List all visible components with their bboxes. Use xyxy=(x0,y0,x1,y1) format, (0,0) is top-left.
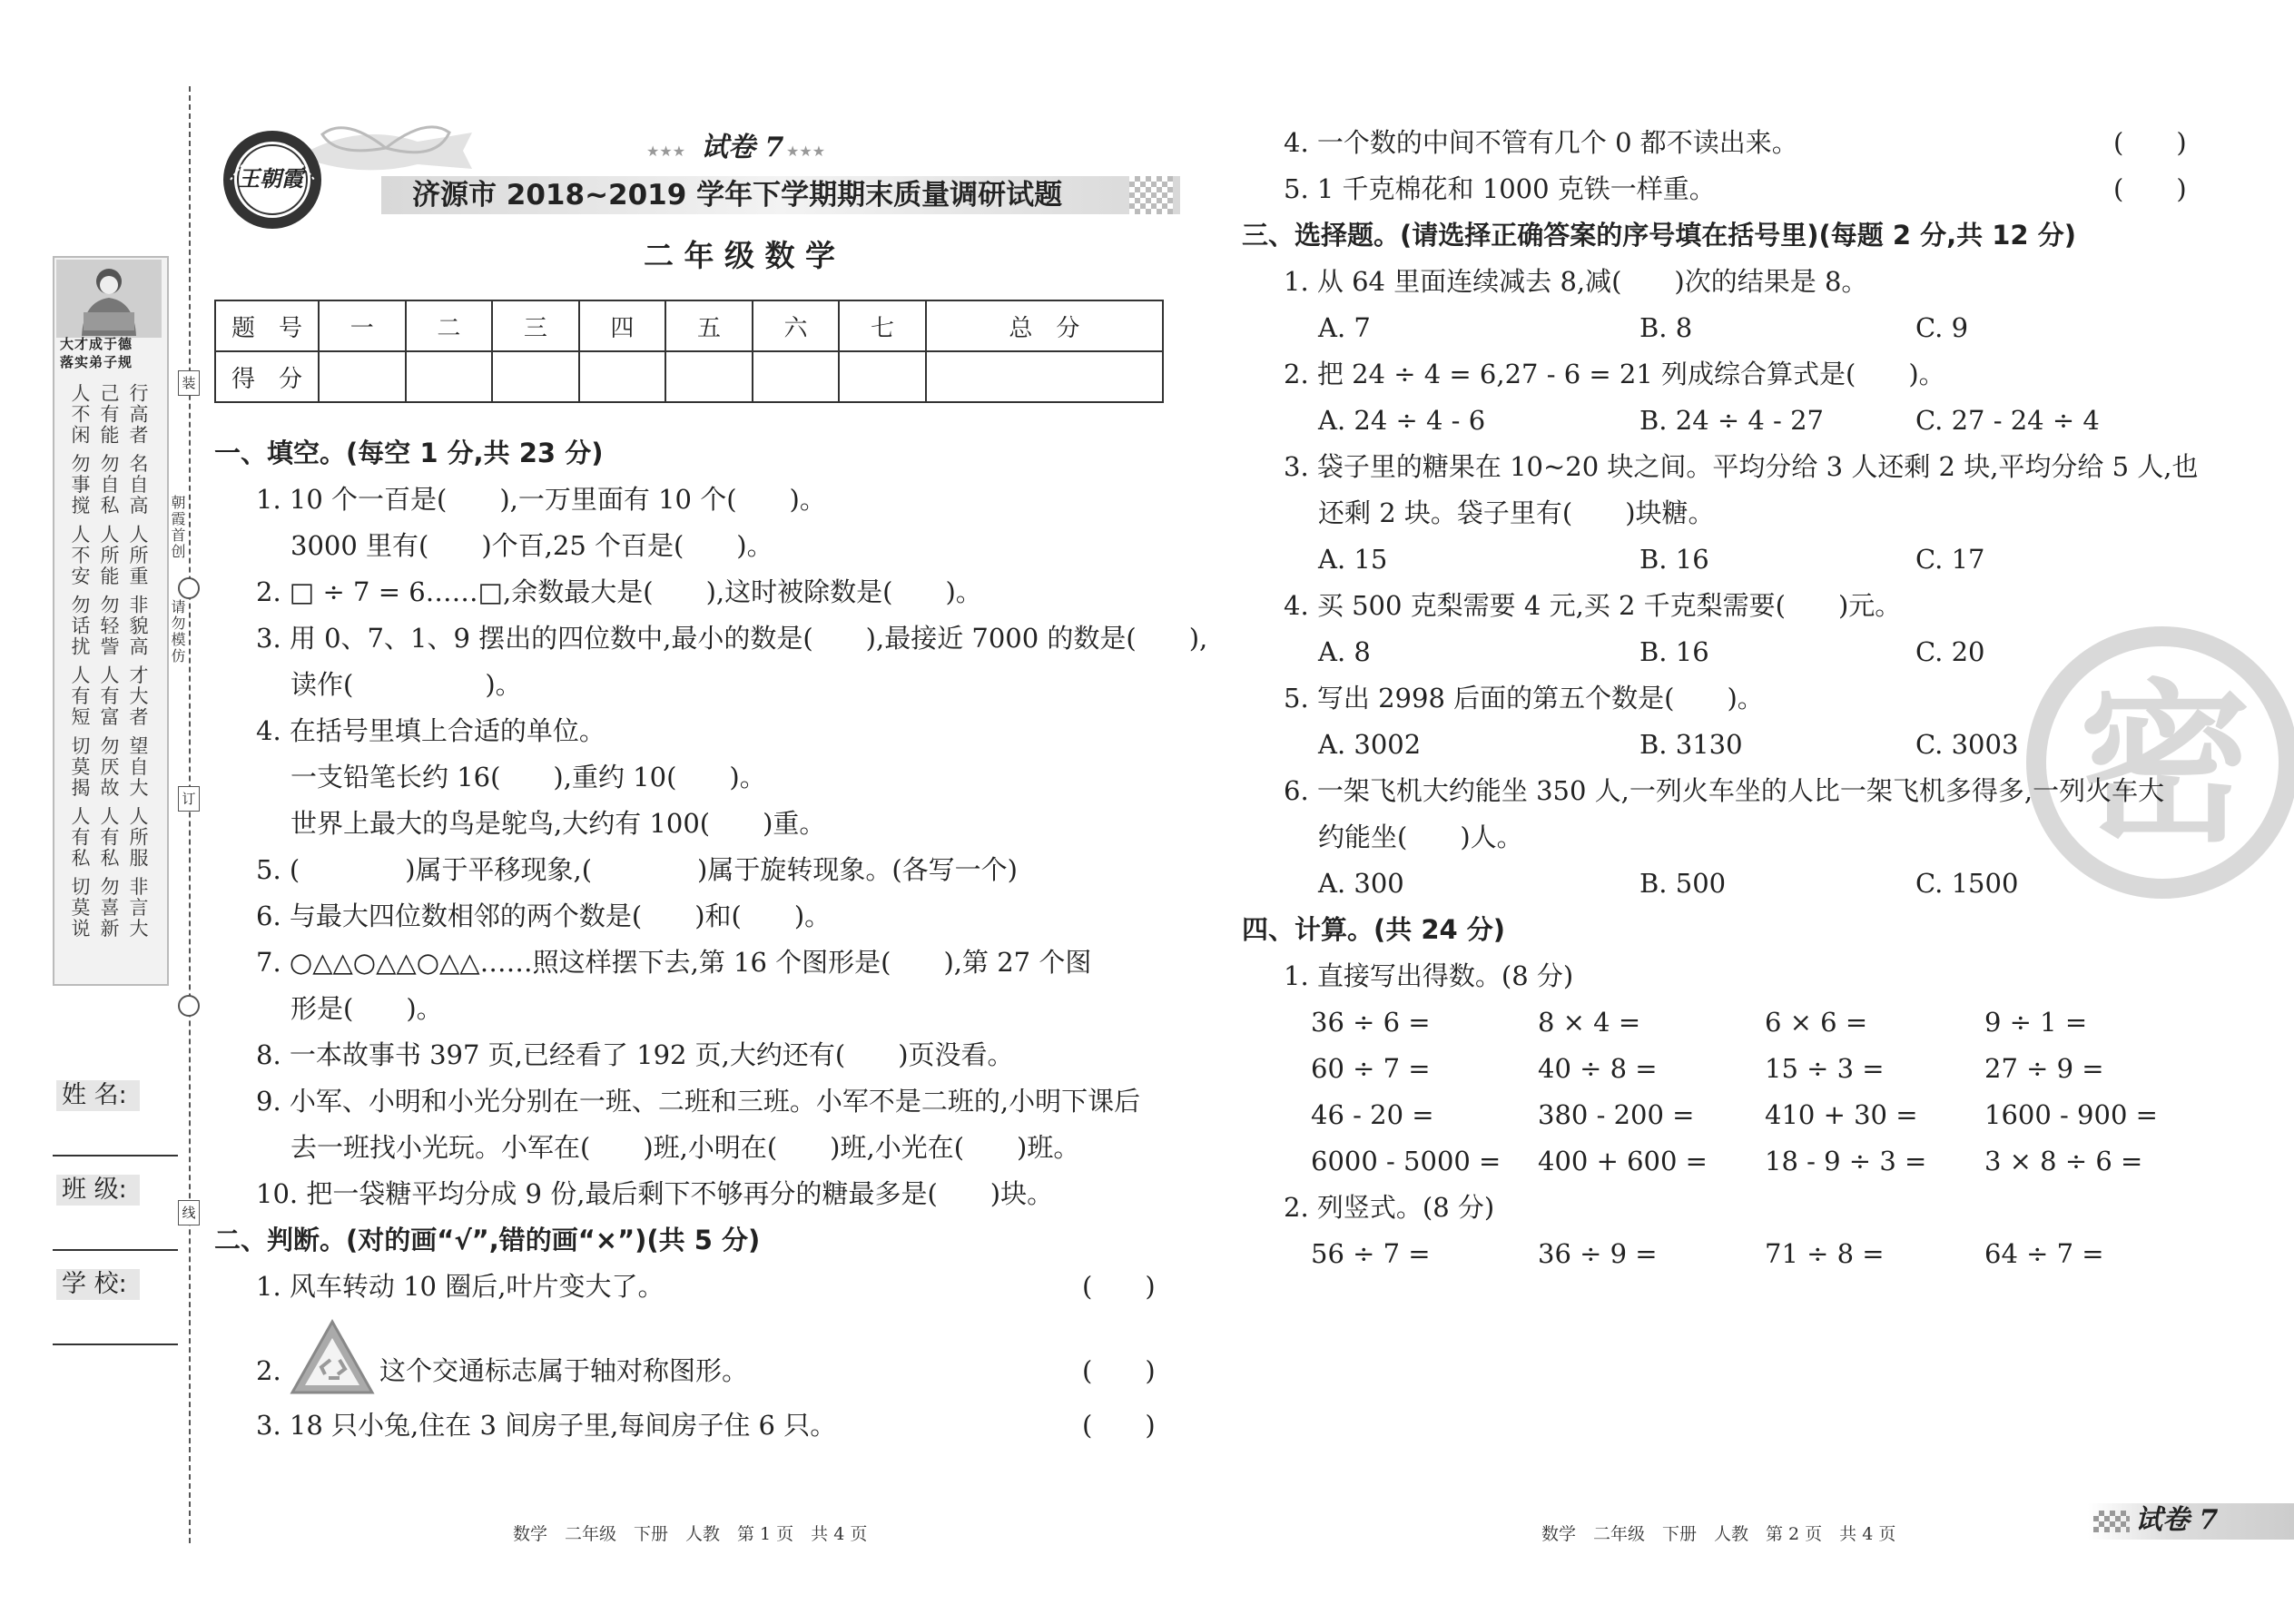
score-cell: 五 xyxy=(665,300,753,351)
score-input-cell[interactable] xyxy=(753,351,840,402)
vertical-calc-item: 64 ÷ 7 = xyxy=(1984,1238,2104,1269)
choice-option-c[interactable]: C. 20 xyxy=(1915,636,1985,667)
footer-right: 数学 二年级 下册 人教 第 2 页 共 4 页 xyxy=(1541,1524,1896,1544)
vertical-calc-item: 36 ÷ 9 = xyxy=(1538,1238,1658,1269)
judge-question-number: 2. xyxy=(256,1355,281,1386)
calc-item: 60 ÷ 7 = xyxy=(1311,1053,1431,1084)
calc-item: 6000 - 5000 = xyxy=(1311,1146,1501,1176)
calc-subtitle: 1. 直接写出得数。(8 分) xyxy=(1284,960,1574,991)
fill-question: 9. 小军、小明和小光分别在一班、二班和三班。小军不是二班的,小明下课后 xyxy=(256,1086,1141,1117)
choice-question-cont: 还剩 2 块。袋子里有( )块糖。 xyxy=(1318,497,1715,528)
paper-stars-left: ★★★ xyxy=(646,143,686,160)
class-field[interactable] xyxy=(53,1249,178,1251)
section-2-title: 二、判断。(对的画“√”,错的画“×”)(共 5 分) xyxy=(214,1225,761,1255)
answer-paren[interactable]: ( ) xyxy=(1082,1410,1156,1441)
choice-question: 3. 袋子里的糖果在 10~20 块之间。平均分给 3 人还剩 2 块,平均分给 5 人,也 xyxy=(1284,451,2199,482)
class-label: 班 级: xyxy=(56,1175,140,1206)
paper-stars-right: ★★★ xyxy=(786,143,826,160)
answer-paren[interactable]: ( ) xyxy=(1082,1271,1156,1302)
choice-option-b[interactable]: B. 3130 xyxy=(1639,729,1743,760)
score-input-cell[interactable] xyxy=(319,351,406,402)
score-cell: 六 xyxy=(753,300,840,351)
calc-item: 1600 - 900 = xyxy=(1984,1099,2158,1130)
calc-item: 400 + 600 = xyxy=(1538,1146,1708,1176)
score-input-cell[interactable] xyxy=(579,351,666,402)
page-tag-label: 试卷 7 xyxy=(2135,1504,2219,1536)
calc-item: 36 ÷ 6 = xyxy=(1311,1007,1431,1038)
footer-left: 数学 二年级 下册 人教 第 1 页 共 4 页 xyxy=(513,1524,868,1544)
logo-text: 王朝霞 xyxy=(238,165,303,192)
subject-title: 二 年 级 数 学 xyxy=(644,238,835,273)
choice-question: 6. 一架飞机大约能坐 350 人,一列火车坐的人比一架飞机多得多,一列火车大 xyxy=(1284,775,2165,806)
fill-question: 1. 10 个一百是( ),一万里面有 10 个( )。 xyxy=(256,484,826,515)
choice-option-c[interactable]: C. 17 xyxy=(1915,544,1985,575)
fold-circle-1 xyxy=(178,577,200,599)
score-cell: 总 分 xyxy=(926,300,1163,351)
fold-note-2: 请勿模仿 xyxy=(169,599,186,664)
school-label: 学 校: xyxy=(56,1269,140,1300)
score-cell: 四 xyxy=(579,300,666,351)
binding-dash-line xyxy=(189,86,191,1543)
exam-title: 济源市 2018~2019 学年下学期期末质量调研试题 xyxy=(412,179,1063,212)
choice-option-b[interactable]: B. 16 xyxy=(1639,636,1709,667)
choice-option-a[interactable]: A. 300 xyxy=(1318,868,1404,899)
choice-question: 4. 买 500 克梨需要 4 元,买 2 千克梨需要( )元。 xyxy=(1284,590,1902,621)
fill-question: 去一班找小光玩。小军在( )班,小明在( )班,小光在( )班。 xyxy=(290,1132,1080,1163)
score-label-cell: 得 分 xyxy=(215,351,319,402)
secret-stamp-char: 密 xyxy=(2079,663,2252,865)
choice-option-a[interactable]: A. 8 xyxy=(1318,636,1371,667)
score-input-cell[interactable] xyxy=(665,351,753,402)
name-field[interactable] xyxy=(53,1155,178,1156)
calc-item: 3 × 8 ÷ 6 = xyxy=(1984,1146,2143,1176)
fill-question: 读作( )。 xyxy=(290,669,522,700)
calc-item: 46 - 20 = xyxy=(1311,1099,1434,1130)
page-tag-squares xyxy=(2093,1511,2130,1532)
score-cell: 题 号 xyxy=(215,300,319,351)
fill-question: 2. □ ÷ 7 = 6……□,余数最大是( ),这时被除数是( )。 xyxy=(256,576,982,607)
choice-option-b[interactable]: B. 500 xyxy=(1639,868,1727,899)
score-input-cell[interactable] xyxy=(406,351,493,402)
score-input-cell[interactable] xyxy=(492,351,579,402)
calc-item: 27 ÷ 9 = xyxy=(1984,1053,2104,1084)
choice-option-a[interactable]: A. 7 xyxy=(1318,312,1371,343)
calc-item: 18 - 9 ÷ 3 = xyxy=(1765,1146,1927,1176)
score-table xyxy=(214,300,1164,403)
vertical-calc-subtitle: 2. 列竖式。(8 分) xyxy=(1284,1192,1495,1223)
choice-question: 1. 从 64 里面连续减去 8,减( )次的结果是 8。 xyxy=(1284,266,1868,297)
choice-option-c[interactable]: C. 27 - 24 ÷ 4 xyxy=(1915,405,2100,436)
choice-option-b[interactable]: B. 24 ÷ 4 - 27 xyxy=(1639,405,1824,436)
section-4-title: 四、计算。(共 24 分) xyxy=(1242,914,1506,945)
fill-question: 6. 与最大四位数相邻的两个数是( )和( )。 xyxy=(256,901,832,931)
score-cell: 七 xyxy=(839,300,926,351)
calc-item: 9 ÷ 1 = xyxy=(1984,1007,2088,1038)
score-table-score-row xyxy=(215,351,1163,402)
scholar-figure-icon xyxy=(56,260,162,338)
vertical-calc-item: 71 ÷ 8 = xyxy=(1765,1238,1885,1269)
calc-item: 410 + 30 = xyxy=(1765,1099,1918,1130)
score-cell: 一 xyxy=(319,300,406,351)
choice-option-a[interactable]: A. 15 xyxy=(1318,544,1388,575)
section-3-title: 三、选择题。(请选择正确答案的序号填在括号里)(每题 2 分,共 12 分) xyxy=(1242,220,2076,251)
sidebar-column-1: 人不闲 勿事搅 人不安 勿话扰 人有短 切莫揭 人有私 切莫说 xyxy=(69,383,91,940)
answer-paren[interactable]: ( ) xyxy=(1082,1355,1156,1386)
fold-note-1: 朝霞首创 xyxy=(169,495,186,560)
answer-paren[interactable]: ( ) xyxy=(2113,127,2187,158)
judge-question: 4. 一个数的中间不管有几个 0 都不读出来。 xyxy=(1284,127,1798,158)
paper-label: 试卷 7 xyxy=(701,132,784,163)
fill-question: 10. 把一袋糖平均分成 9 份,最后剩下不够再分的糖最多是( )块。 xyxy=(256,1178,1054,1209)
fill-question: 世界上最大的鸟是鸵鸟,大约有 100( )重。 xyxy=(290,808,826,839)
fold-circle-2 xyxy=(178,995,200,1017)
fold-mark-1: 装 xyxy=(178,370,200,396)
score-input-cell[interactable] xyxy=(926,351,1163,402)
fold-mark-3: 线 xyxy=(178,1200,200,1225)
fill-question: 形是( )。 xyxy=(290,993,443,1024)
recycle-triangle-sign-icon xyxy=(289,1318,376,1396)
calc-item: 6 × 6 = xyxy=(1765,1007,1868,1038)
choice-option-c[interactable]: C. 3003 xyxy=(1915,729,2019,760)
choice-option-a[interactable]: A. 3002 xyxy=(1318,729,1422,760)
calc-item: 8 × 4 = xyxy=(1538,1007,1641,1038)
calc-item: 40 ÷ 8 = xyxy=(1538,1053,1658,1084)
score-cell: 二 xyxy=(406,300,493,351)
choice-option-b[interactable]: B. 8 xyxy=(1639,312,1693,343)
choice-question: 2. 把 24 ÷ 4 = 6,27 - 6 = 21 列成综合算式是( )。 xyxy=(1284,359,1945,389)
sidebar-column-2: 己有能 勿自私 人所能 勿轻訾 人有富 勿厌故 人有私 勿喜新 xyxy=(98,383,120,940)
fill-question: 7. ○△△○△△○△△……照这样摆下去,第 16 个图形是( ),第 27 个图 xyxy=(256,947,1092,978)
calc-item: 15 ÷ 3 = xyxy=(1765,1053,1885,1084)
fill-question: 5. ( )属于平移现象,( )属于旋转现象。(各写一个) xyxy=(256,854,1018,885)
choice-option-b[interactable]: B. 16 xyxy=(1639,544,1709,575)
name-label: 姓 名: xyxy=(56,1080,140,1111)
fill-question: 4. 在括号里填上合适的单位。 xyxy=(256,715,605,746)
fill-question: 3. 用 0、7、1、9 摆出的四位数中,最小的数是( ),最接近 7000 的数是( ), xyxy=(256,623,1208,654)
choice-option-c[interactable]: C. 1500 xyxy=(1915,868,2019,899)
fill-question: 一支铅笔长约 16( ),重约 10( )。 xyxy=(290,762,766,792)
judge-question: 3. 18 只小兔,住在 3 间房子里,每间房子住 6 只。 xyxy=(256,1410,837,1441)
answer-paren[interactable]: ( ) xyxy=(2113,173,2187,204)
school-field[interactable] xyxy=(53,1343,178,1345)
vertical-calc-item: 56 ÷ 7 = xyxy=(1311,1238,1431,1269)
judge-question: 这个交通标志属于轴对称图形。 xyxy=(379,1355,749,1386)
score-cell: 三 xyxy=(492,300,579,351)
fill-question: 8. 一本故事书 397 页,已经看了 192 页,大约还有( )页没看。 xyxy=(256,1039,1014,1070)
judge-question: 5. 1 千克棉花和 1000 克铁一样重。 xyxy=(1284,173,1716,204)
judge-question: 1. 风车转动 10 圈后,叶片变大了。 xyxy=(256,1271,665,1302)
choice-question-cont: 约能坐( )人。 xyxy=(1318,822,1523,852)
sidebar-banner-2: 落实弟子规 xyxy=(60,354,133,370)
calc-item: 380 - 200 = xyxy=(1538,1099,1695,1130)
fill-question: 3000 里有( )个百,25 个百是( )。 xyxy=(290,530,773,561)
section-1-title: 一、填空。(每空 1 分,共 23 分) xyxy=(214,438,604,468)
title-bar-check xyxy=(1129,176,1173,214)
score-input-cell[interactable] xyxy=(839,351,926,402)
choice-option-a[interactable]: A. 24 ÷ 4 - 6 xyxy=(1318,405,1486,436)
sidebar-banner-1: 大才成于德 xyxy=(60,336,133,352)
ribbon-bow-icon xyxy=(318,116,454,180)
choice-option-c[interactable]: C. 9 xyxy=(1915,312,1969,343)
sidebar-column-3: 行高者 名自高 人所重 非貌高 才大者 望自大 人所服 非言大 xyxy=(127,383,149,940)
choice-question: 5. 写出 2998 后面的第五个数是( )。 xyxy=(1284,683,1764,714)
score-table-header-row xyxy=(215,300,1163,351)
fold-mark-2: 订 xyxy=(178,786,200,812)
